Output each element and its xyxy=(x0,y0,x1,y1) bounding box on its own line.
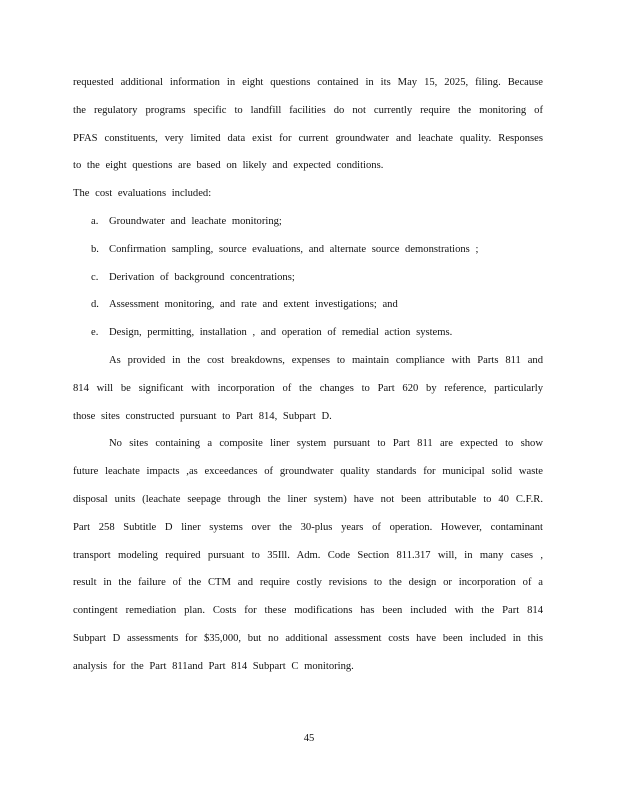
list-marker: e. xyxy=(91,327,99,339)
list-item xyxy=(73,264,543,292)
list-item-text: Design, permitting, installation , and operation of remedial action systems. xyxy=(109,327,453,339)
paragraph-line: Part 258 Subtitle D liner systems over the 30-plus years of operation. However, contaminant xyxy=(73,521,543,533)
list-item-text: Assessment monitoring, and rate and extent investigations; and xyxy=(109,299,398,311)
list-marker: a. xyxy=(91,215,99,227)
list-marker: c. xyxy=(91,271,99,283)
cost-intro xyxy=(73,180,543,208)
paragraph-line: those sites constructed pursuant to Part 814, Subpart D. xyxy=(73,410,332,422)
paragraph-line: Subpart D assessments for $35,000, but no additional assessment costs have been included in this xyxy=(73,632,543,644)
paragraph-line: result in the failure of the CTM and require costly revisions to the design or incorporation of a xyxy=(73,577,543,589)
paragraph-compliance-costs xyxy=(73,347,543,430)
paragraph-continued xyxy=(73,69,543,180)
list-item xyxy=(73,291,543,319)
list-item-text: Confirmation sampling, source evaluations, and alternate source demonstrations ; xyxy=(109,243,479,255)
paragraph-line: No sites containing a composite liner system pursuant to Part 811 are expected to show xyxy=(109,438,543,450)
list-marker: d. xyxy=(91,299,99,311)
paragraph-line: to the eight questions are based on likely and expected conditions. xyxy=(73,160,384,172)
list-item-text: Derivation of background concentrations; xyxy=(109,271,295,283)
paragraph-line: 814 will be significant with incorporation of the changes to Part 620 by reference, particularly xyxy=(73,382,543,394)
list-item xyxy=(73,208,543,236)
paragraph-line: disposal units (leachate seepage through the liner system) have not been attributable to 40 C.F.R. xyxy=(73,493,543,505)
paragraph-line: future leachate impacts ,as exceedances of groundwater quality standards for municipal solid waste xyxy=(73,466,543,478)
paragraph-line: the regulatory programs specific to landfill facilities do not currently require the monitoring of xyxy=(73,104,543,116)
list-item xyxy=(73,319,543,347)
paragraph-line: contingent remediation plan. Costs for these modifications has been included with the Part 814 xyxy=(73,605,543,617)
paragraph-line: As provided in the cost breakdowns, expenses to maintain compliance with Parts 811 and xyxy=(109,354,543,366)
paragraph-line: PFAS constituents, very limited data exist for current groundwater and leachate quality. Responses xyxy=(73,132,543,144)
body-text xyxy=(73,69,543,681)
paragraph-line: analysis for the Part 811and Part 814 Subpart C monitoring. xyxy=(73,660,354,672)
page-number: 45 xyxy=(303,733,315,744)
list-item-text: Groundwater and leachate monitoring; xyxy=(109,215,282,227)
list-item xyxy=(73,236,543,264)
list-marker: b. xyxy=(91,243,99,255)
cost-intro-text: The cost evaluations included: xyxy=(73,188,212,200)
paragraph-line: transport modeling required pursuant to 35Ill. Adm. Code Section 811.317 will, in many cases , xyxy=(73,549,543,561)
cost-list xyxy=(73,208,543,347)
paragraph-composite-liner xyxy=(73,430,543,680)
paragraph-line: requested additional information in eight questions contained in its May 15, 2025, filing. Because xyxy=(73,77,543,88)
